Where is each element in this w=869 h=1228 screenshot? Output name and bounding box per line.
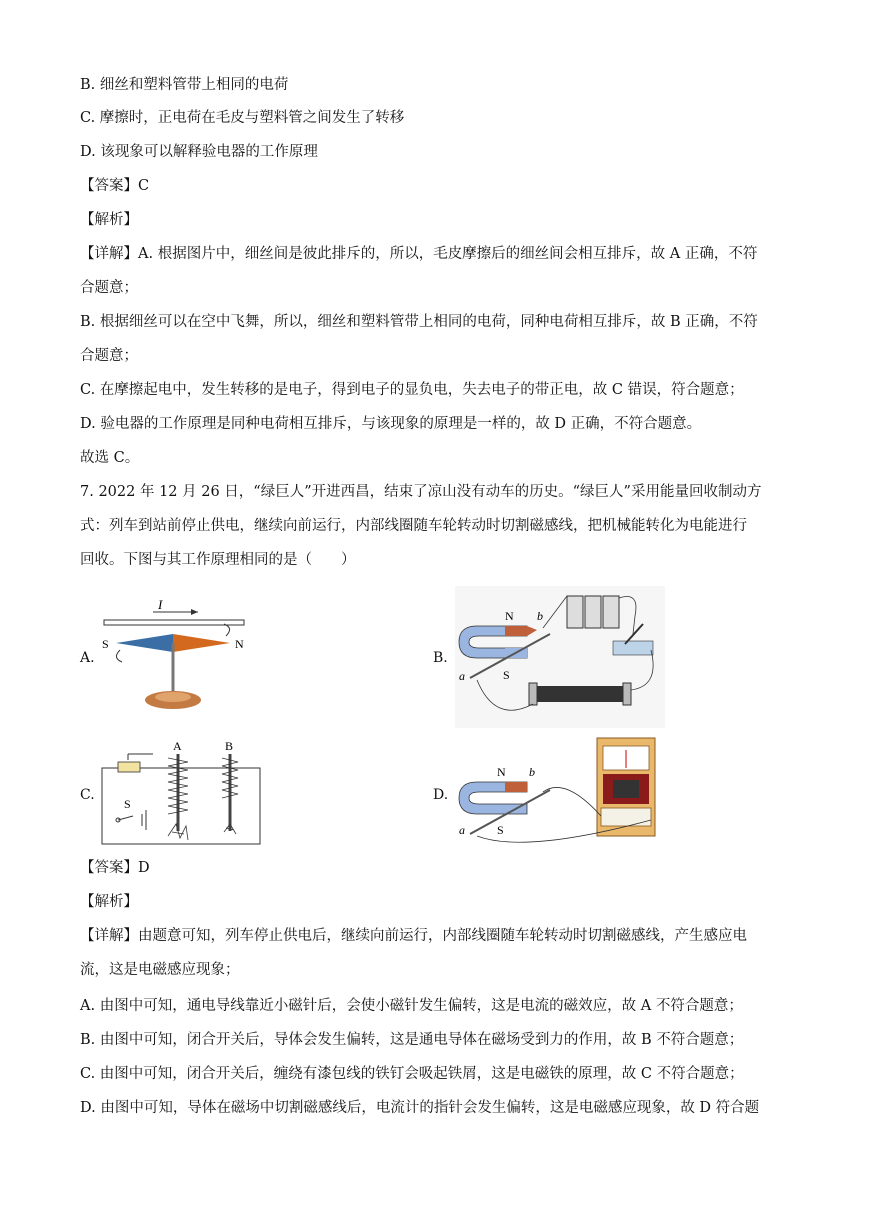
text-line: 合题意；	[80, 348, 138, 364]
svg-text:N: N	[505, 609, 514, 623]
text-line: A. 由图中可知，通电导线靠近小磁针后，会使小磁针发生偏转，这是电流的磁效应，故 A 不符合题意；	[80, 998, 743, 1014]
svg-text:a: a	[459, 669, 465, 683]
text-line: 【详解】A. 根据图片中，细丝间是彼此排斥的，所以，毛皮摩擦后的细丝间会相互排斥，故 A 正确，不符	[80, 246, 758, 262]
analysis-label: 【解析】	[80, 894, 138, 910]
svg-text:a: a	[459, 823, 465, 837]
svg-text:N: N	[497, 765, 506, 779]
svg-text:b: b	[529, 765, 535, 779]
text-line: C. 由图中可知，闭合开关后，缠绕有漆包线的铁钉会吸起铁屑，这是电磁铁的原理，故 C 不符合题意；	[80, 1066, 744, 1082]
figure-d-generator	[455, 736, 665, 846]
svg-text:B: B	[225, 739, 234, 753]
text-line: D. 由图中可知，导体在磁场中切割磁感线后，电流计的指针会发生偏转，这是电磁感应现象，故 D 符合题	[80, 1100, 760, 1116]
option-c-label: C.	[80, 787, 95, 803]
question-7-text: 式：列车到站前停止供电，继续向前运行，内部线圈随车轮转动时切割磁感线，把机械能转化为电能进行	[80, 518, 747, 534]
text-line: D. 该现象可以解释验电器的工作原理	[80, 144, 318, 160]
figure-a-compass	[98, 598, 248, 713]
svg-text:S: S	[497, 823, 504, 837]
svg-text:S: S	[102, 637, 109, 651]
option-d-label: D.	[433, 787, 449, 803]
text-line: 合题意；	[80, 280, 138, 296]
svg-text:b: b	[537, 609, 543, 623]
answer-label: 【答案】D	[80, 860, 150, 876]
question-7-text: 7. 2022 年 12 月 26 日，“绿巨人”开进西昌，结束了凉山没有动车的历史。“绿巨人”采用能量回收制动方	[80, 484, 762, 500]
answer-label: 【答案】C	[80, 178, 150, 194]
option-a-label: A.	[80, 650, 95, 666]
text-line: B. 由图中可知，闭合开关后，导体会发生偏转，这是通电导体在磁场受到力的作用，故 B 不符合题意；	[80, 1032, 744, 1048]
svg-text:N: N	[235, 637, 244, 651]
text-line: 故选 C。	[80, 450, 140, 466]
text-line: B. 细丝和塑料管带上相同的电荷	[80, 77, 289, 93]
option-b-label: B.	[433, 650, 448, 666]
figure-c-electromagnet	[98, 736, 268, 854]
question-7-text: 回收。下图与其工作原理相同的是（ ）	[80, 552, 356, 568]
svg-text:I: I	[158, 598, 163, 612]
text-line: 流，这是电磁感应现象；	[80, 962, 240, 978]
text-line: 【详解】由题意可知，列车停止供电后，继续向前运行，内部线圈随车轮转动时切割磁感线，产生感应电	[80, 928, 747, 944]
svg-text:S: S	[124, 797, 131, 811]
figure-b-motor	[455, 586, 665, 728]
svg-text:S: S	[503, 668, 510, 682]
text-line: C. 摩擦时，正电荷在毛皮与塑料管之间发生了转移	[80, 110, 405, 126]
text-line: C. 在摩擦起电中，发生转移的是电子，得到电子的显负电，失去电子的带正电，故 C 错误，符合题意；	[80, 382, 744, 398]
text-line: D. 验电器的工作原理是同种电荷相互排斥，与该现象的原理是一样的，故 D 正确，不符合题意。	[80, 416, 702, 432]
text-line: B. 根据细丝可以在空中飞舞，所以，细丝和塑料管带上相同的电荷，同种电荷相互排斥，故 B 正确，不符	[80, 314, 758, 330]
analysis-label: 【解析】	[80, 212, 138, 228]
svg-text:A: A	[173, 739, 182, 753]
